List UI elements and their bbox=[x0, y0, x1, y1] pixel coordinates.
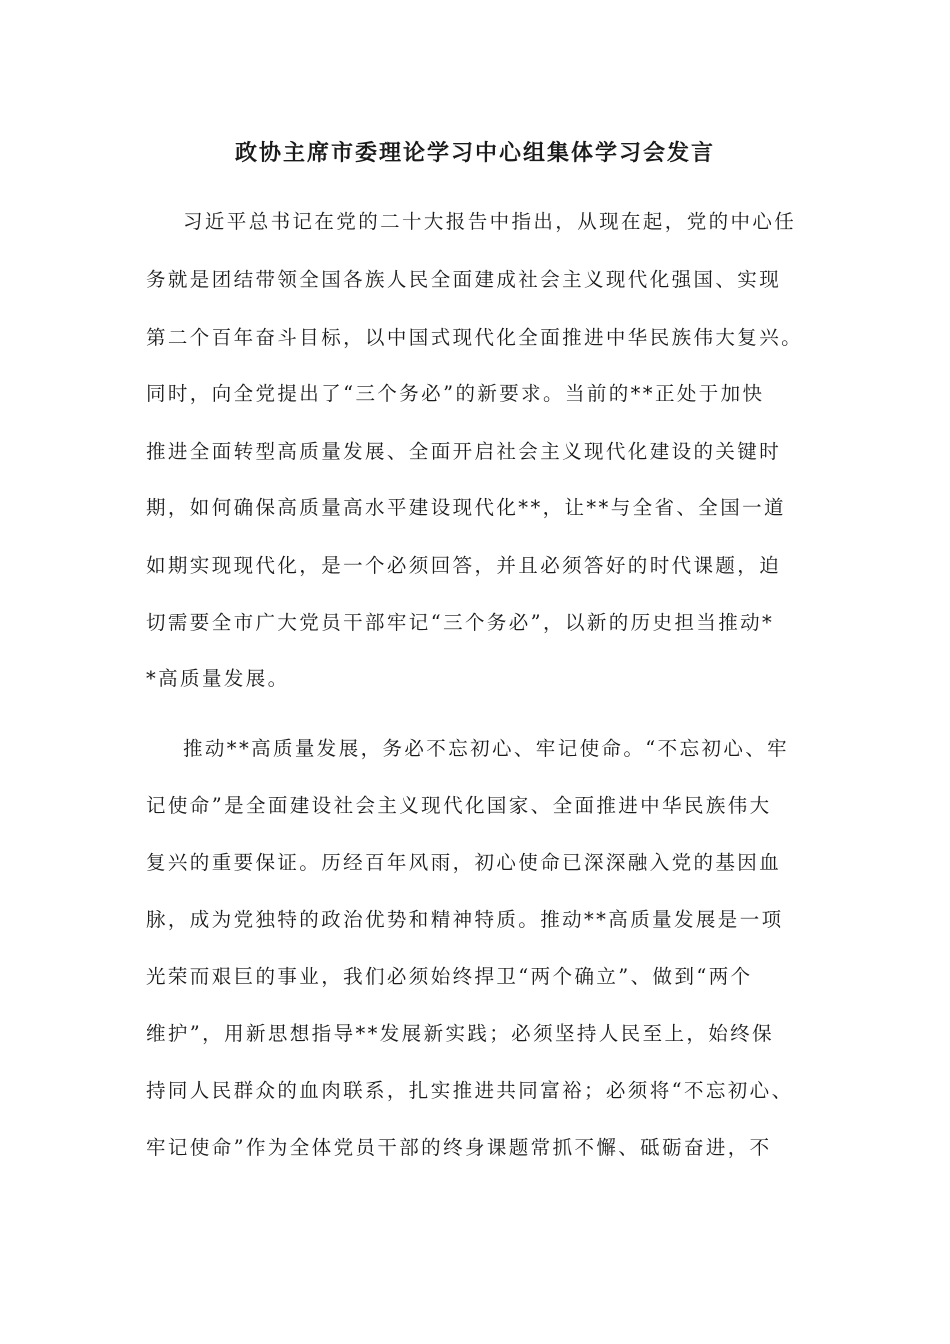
text-line: 如期实现现代化，是一个必须回答，并且必须答好的时代课题，迫 bbox=[146, 554, 782, 577]
document-title: 政协主席市委理论学习中心组集体学习会发言 bbox=[234, 141, 715, 166]
text-line: 第二个百年奋斗目标，以中国式现代化全面推进中华民族伟大复兴。 bbox=[146, 326, 804, 349]
text-line: 记使命”是全面建设社会主义现代化国家、全面推进中华民族伟大 bbox=[146, 794, 772, 817]
text-line: *高质量发展。 bbox=[146, 667, 290, 690]
text-line: 推动**高质量发展，务必不忘初心、牢记使命。“不忘初心、牢 bbox=[183, 737, 790, 760]
text-line: 习近平总书记在党的二十大报告中指出，从现在起，党的中心任 bbox=[183, 210, 797, 233]
text-line: 脉，成为党独特的政治优势和精神特质。推动**高质量发展是一项 bbox=[146, 908, 784, 931]
text-line: 推进全面转型高质量发展、全面开启社会主义现代化建设的关键时 bbox=[146, 440, 782, 463]
text-line: 光荣而艰巨的事业，我们必须始终捍卫“两个确立”、做到“两个 bbox=[146, 965, 753, 988]
text-line: 牢记使命”作为全体党员干部的终身课题常抓不懈、砥砺奋进，不 bbox=[146, 1136, 772, 1159]
text-line: 同时，向全党提出了“三个务必”的新要求。当前的**正处于加快 bbox=[146, 382, 765, 405]
text-line: 切需要全市广大党员干部牢记“三个务必”，以新的历史担当推动* bbox=[146, 611, 775, 634]
text-line: 持同人民群众的血肉联系，扎实推进共同富裕；必须将“不忘初心、 bbox=[146, 1079, 794, 1102]
text-line: 复兴的重要保证。历经百年风雨，初心使命已深深融入党的基因血 bbox=[146, 851, 782, 874]
text-line: 维护”，用新思想指导**发展新实践；必须坚持人民至上，始终保 bbox=[146, 1022, 774, 1045]
text-line: 期，如何确保高质量高水平建设现代化**，让**与全省、全国一道 bbox=[146, 496, 786, 519]
text-line: 务就是团结带领全国各族人民全面建成社会主义现代化强国、实现 bbox=[146, 268, 782, 291]
